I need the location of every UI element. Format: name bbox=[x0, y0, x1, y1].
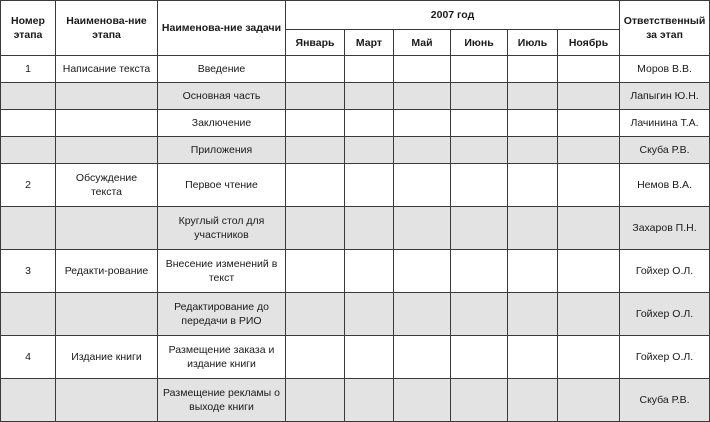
month-cell bbox=[508, 379, 558, 422]
month-cell bbox=[286, 379, 345, 422]
month-cell bbox=[451, 293, 508, 336]
month-cell bbox=[508, 83, 558, 110]
month-cell bbox=[345, 379, 394, 422]
month-cell bbox=[558, 110, 620, 137]
month-cell bbox=[286, 250, 345, 293]
stage-number-cell: 1 bbox=[1, 56, 56, 83]
month-cell bbox=[394, 56, 451, 83]
month-cell bbox=[558, 137, 620, 164]
month-cell bbox=[345, 164, 394, 207]
header-month: Июль bbox=[508, 30, 558, 56]
responsible-cell: Лачинина Т.А. bbox=[620, 110, 710, 137]
month-cell bbox=[286, 293, 345, 336]
task-name-cell: Редактирование до передачи в РИО bbox=[158, 293, 286, 336]
responsible-cell: Скуба Р.В. bbox=[620, 379, 710, 422]
task-name-cell: Круглый стол для участников bbox=[158, 207, 286, 250]
month-cell bbox=[286, 207, 345, 250]
stage-name-cell bbox=[56, 137, 158, 164]
stage-name-cell bbox=[56, 293, 158, 336]
month-cell bbox=[345, 83, 394, 110]
responsible-cell: Немов В.А. bbox=[620, 164, 710, 207]
task-name-cell: Размещение заказа и издание книги bbox=[158, 336, 286, 379]
responsible-cell: Гойхер О.Л. bbox=[620, 250, 710, 293]
month-cell bbox=[508, 293, 558, 336]
month-cell bbox=[558, 293, 620, 336]
header-month: Июнь bbox=[451, 30, 508, 56]
month-cell bbox=[286, 83, 345, 110]
header-month: Март bbox=[345, 30, 394, 56]
responsible-cell: Моров В.В. bbox=[620, 56, 710, 83]
table-row bbox=[1, 336, 710, 379]
month-cell bbox=[558, 336, 620, 379]
month-cell bbox=[394, 164, 451, 207]
task-name-cell: Основная часть bbox=[158, 83, 286, 110]
month-cell bbox=[558, 164, 620, 207]
month-cell bbox=[286, 110, 345, 137]
month-cell bbox=[345, 293, 394, 336]
month-cell bbox=[558, 207, 620, 250]
month-cell bbox=[508, 110, 558, 137]
task-name-cell: Внесение изменений в текст bbox=[158, 250, 286, 293]
month-cell bbox=[394, 379, 451, 422]
month-cell bbox=[394, 207, 451, 250]
table-row bbox=[1, 83, 710, 110]
responsible-cell: Гойхер О.Л. bbox=[620, 293, 710, 336]
month-cell bbox=[394, 137, 451, 164]
stage-name-cell: Редакти-рование bbox=[56, 250, 158, 293]
stage-number-cell bbox=[1, 293, 56, 336]
month-cell bbox=[394, 293, 451, 336]
table-row bbox=[1, 293, 710, 336]
month-cell bbox=[345, 137, 394, 164]
stage-number-cell bbox=[1, 379, 56, 422]
month-cell bbox=[451, 336, 508, 379]
month-cell bbox=[394, 110, 451, 137]
header-stage-name: Наименова-ние этапа bbox=[56, 1, 158, 56]
month-cell bbox=[345, 56, 394, 83]
task-name-cell: Приложения bbox=[158, 137, 286, 164]
stage-name-cell bbox=[56, 379, 158, 422]
table-row bbox=[1, 379, 710, 422]
stage-number-cell: 4 bbox=[1, 336, 56, 379]
month-cell bbox=[394, 83, 451, 110]
month-cell bbox=[345, 336, 394, 379]
header-responsible: Ответственный за этап bbox=[620, 1, 710, 56]
task-name-cell: Заключение bbox=[158, 110, 286, 137]
header-task-name: Наименова-ние задачи bbox=[158, 1, 286, 56]
month-cell bbox=[451, 83, 508, 110]
task-name-cell: Размещение рекламы о выходе книги bbox=[158, 379, 286, 422]
month-cell bbox=[508, 137, 558, 164]
stage-name-cell: Обсуждение текста bbox=[56, 164, 158, 207]
month-cell bbox=[451, 137, 508, 164]
stage-name-cell bbox=[56, 207, 158, 250]
table-row bbox=[1, 137, 710, 164]
stage-number-cell: 3 bbox=[1, 250, 56, 293]
month-cell bbox=[286, 164, 345, 207]
month-cell bbox=[451, 56, 508, 83]
month-cell bbox=[508, 164, 558, 207]
month-cell bbox=[558, 83, 620, 110]
stage-name-cell bbox=[56, 110, 158, 137]
month-cell bbox=[286, 336, 345, 379]
month-cell bbox=[508, 336, 558, 379]
month-cell bbox=[394, 250, 451, 293]
month-cell bbox=[508, 250, 558, 293]
responsible-cell: Скуба Р.В. bbox=[620, 137, 710, 164]
table-row bbox=[1, 207, 710, 250]
month-cell bbox=[451, 164, 508, 207]
stage-name-cell: Написание текста bbox=[56, 56, 158, 83]
task-name-cell: Первое чтение bbox=[158, 164, 286, 207]
month-cell bbox=[451, 379, 508, 422]
month-cell bbox=[451, 110, 508, 137]
table-row bbox=[1, 110, 710, 137]
stage-number-cell bbox=[1, 137, 56, 164]
task-name-cell: Введение bbox=[158, 56, 286, 83]
month-cell bbox=[508, 207, 558, 250]
responsible-cell: Захаров П.Н. bbox=[620, 207, 710, 250]
stage-name-cell: Издание книги bbox=[56, 336, 158, 379]
month-cell bbox=[286, 137, 345, 164]
header-month: Ноябрь bbox=[558, 30, 620, 56]
month-cell bbox=[451, 250, 508, 293]
table-row bbox=[1, 250, 710, 293]
month-cell bbox=[508, 56, 558, 83]
header-year: 2007 год bbox=[286, 1, 620, 30]
month-cell bbox=[451, 207, 508, 250]
table-row bbox=[1, 56, 710, 83]
stage-name-cell bbox=[56, 83, 158, 110]
stage-number-cell: 2 bbox=[1, 164, 56, 207]
header-month: Май bbox=[394, 30, 451, 56]
stage-number-cell bbox=[1, 83, 56, 110]
month-cell bbox=[345, 110, 394, 137]
responsible-cell: Гойхер О.Л. bbox=[620, 336, 710, 379]
table-row bbox=[1, 164, 710, 207]
header-month: Январь bbox=[286, 30, 345, 56]
month-cell bbox=[345, 207, 394, 250]
responsible-cell: Лапыгин Ю.Н. bbox=[620, 83, 710, 110]
month-cell bbox=[345, 250, 394, 293]
stage-number-cell bbox=[1, 110, 56, 137]
month-cell bbox=[558, 56, 620, 83]
month-cell bbox=[558, 250, 620, 293]
month-cell bbox=[558, 379, 620, 422]
header-stage-no: Номер этапа bbox=[1, 1, 56, 56]
month-cell bbox=[394, 336, 451, 379]
month-cell bbox=[286, 56, 345, 83]
stage-number-cell bbox=[1, 207, 56, 250]
